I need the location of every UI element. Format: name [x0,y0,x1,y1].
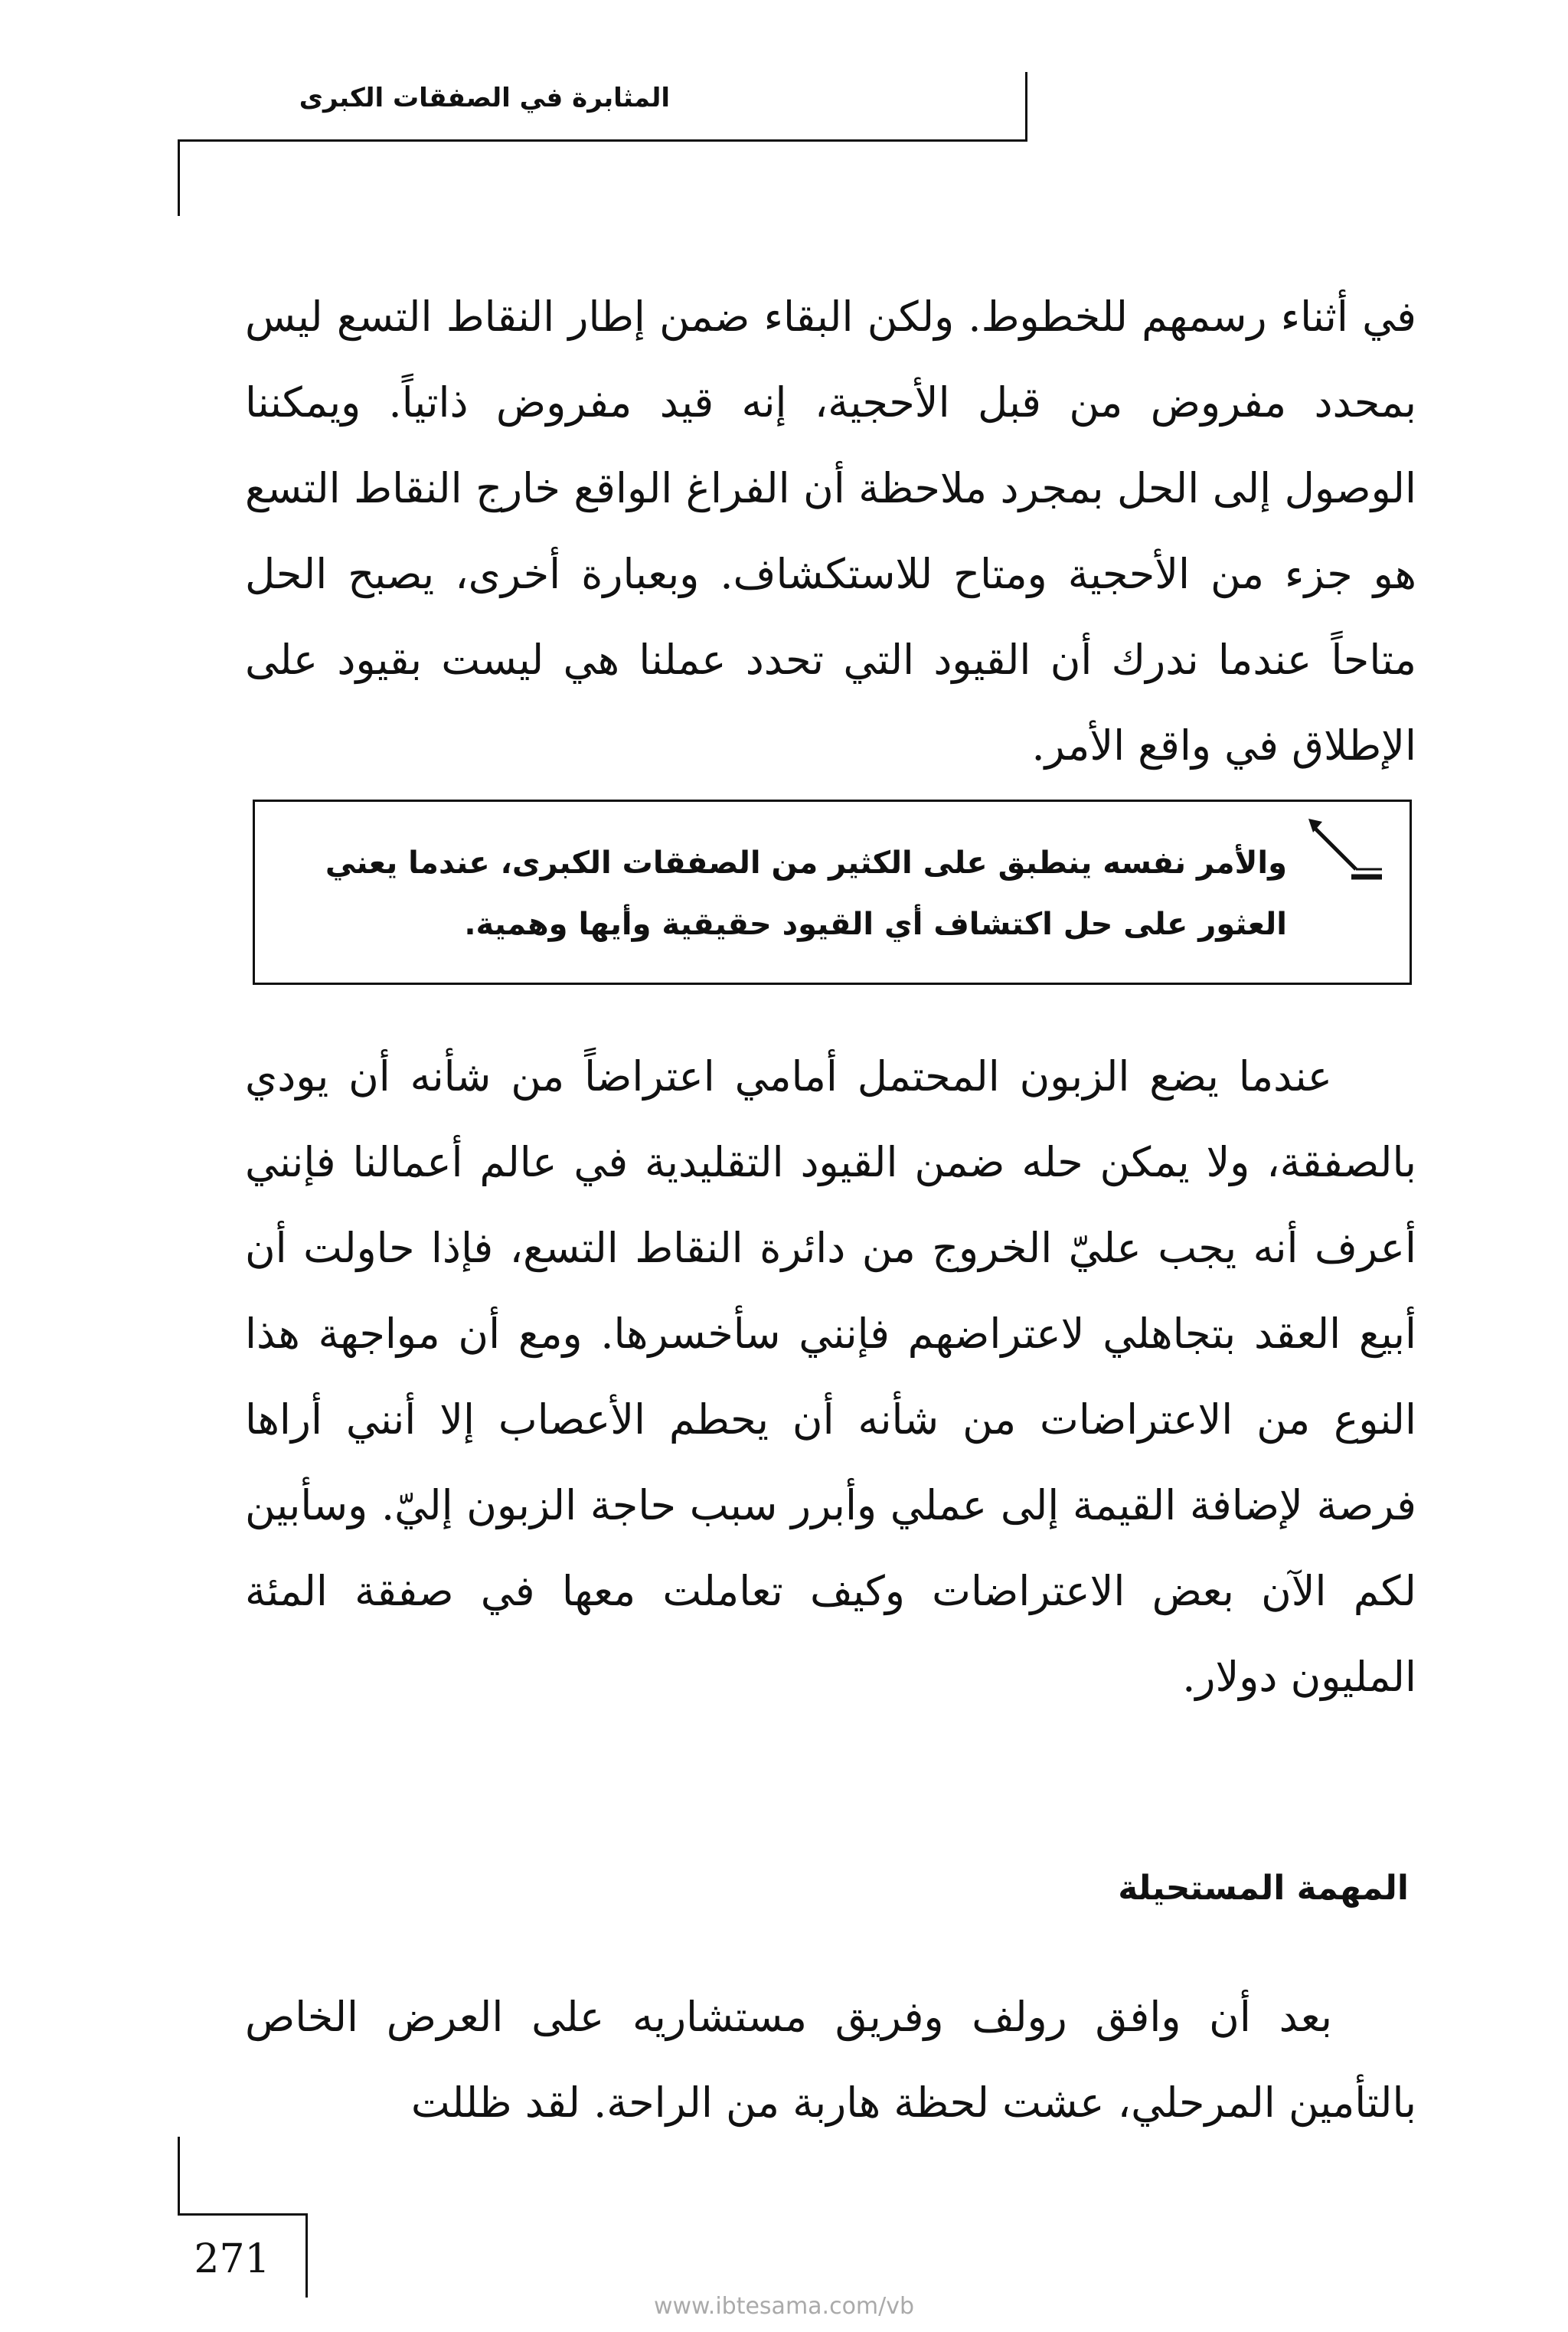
footer-rule [178,2213,308,2216]
section-heading: المهمة المستحيلة [1118,1869,1409,1908]
watermark: www.ibtesama.com/vb [653,2293,915,2320]
header-right-tick [1025,72,1027,141]
footer-left-tick [178,2137,180,2215]
note-text: والأمر نفسه ينطبق على الكثير من الصفقات الكبرى، عندما يعني العثور على حل اكتشاف أي القيود حقيقية وأيها وهمية. [325,845,1287,942]
footer-right-tick [305,2213,308,2298]
running-header: المثابرة في الصفقات الكبرى [299,83,670,113]
header-left-tick [178,139,180,216]
page-number: 271 [194,2236,270,2282]
header-rule [178,139,1027,142]
body-paragraph-1: في أثناء رسمهم للخطوط. ولكن البقاء ضمن إطار النقاط التسع ليس بمحدد مفروض من قبل الأحجية، إنه قيد مفروض ذاتياً. ويمكننا الوصول إلى الحل بمجرد ملاحظة أن الفراغ الواقع خارج النقاط التسع هو جزء من الأحجية ومتاح للاستكشاف. وبعبارة أخرى، يصبح الحل متاحاً عندما ندرك أن القيود التي تحدد عملنا هي ليست بقيود على الإطلاق في واقع الأمر. [245,293,1416,770]
body-paragraph-3: بعد أن وافق رولف وفريق مستشاريه على العرض الخاص بالتأمين المرحلي، عشت لحظة هاربة من الراحة. لقد ظللت [245,1993,1416,2127]
pen-icon [1302,811,1388,897]
note-box [253,800,1412,985]
body-paragraph-2: عندما يضع الزبون المحتمل أمامي اعتراضاً من شأنه أن يودي بالصفقة، ولا يمكن حله ضمن القيود التقليدية في عالم أعمالنا فإنني أعرف أنه يجب عليّ الخروج من دائرة النقاط التسع، فإذا حاولت أن أبيع العقد بتجاهلي لاعتراضهم فإنني سأخسرها. ومع أن مواجهة هذا النوع من الاعتراضات من شأنه أن يحطم الأعصاب إلا أنني أراها فرصة لإضافة القيمة إلى عملي وأبرر سبب حاجة الزبون إليّ. وسأبين لكم الآن بعض الاعتراضات وكيف تعاملت معها في صفقة المئة المليون دولار. [245,1052,1416,1701]
